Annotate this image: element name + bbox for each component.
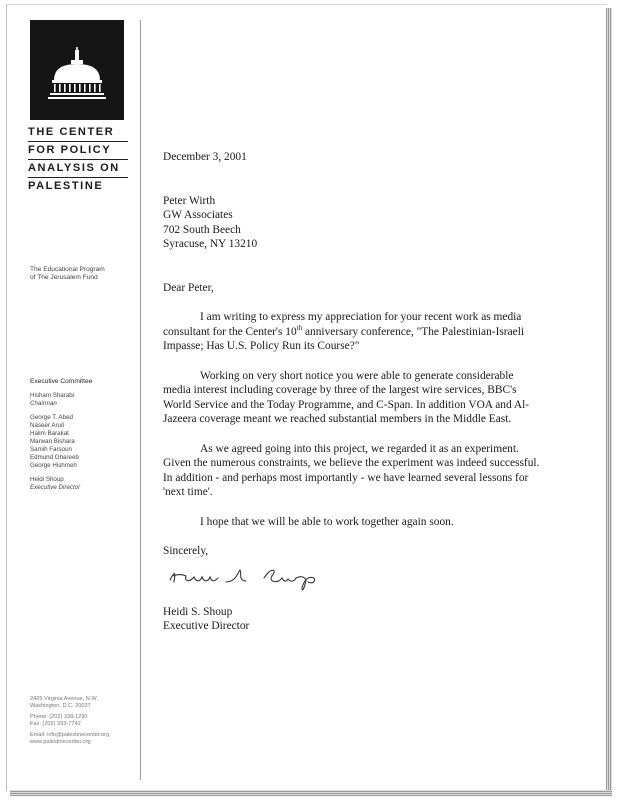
paragraph-1-text-cont: anniversary conference, "The Palestinian-Israeli Impasse; Has U.S. Policy Run its Course?" xyxy=(163,325,525,352)
executive-committee xyxy=(30,378,134,498)
committee-member: George T. Abed xyxy=(30,414,73,421)
paragraph-2: Working on very short notice you were able to generate considerable media interest including coverage by three of the largest wire services, BBC's World Service and the Today Programme, and C-Span. In addition VOA and Al-Jazeera coverage meant we reached substantial members in the Middle East. xyxy=(163,369,530,425)
tagline-line: The Educational Program xyxy=(30,266,105,273)
recipient-block xyxy=(163,194,543,252)
org-line: THE CENTER xyxy=(28,124,128,142)
recipient-line: Peter Wirth xyxy=(163,194,216,207)
page-shadow-right xyxy=(606,8,612,794)
phone-line: Phone: (202) 338-1290 xyxy=(30,714,88,720)
address-line: Washington, D.C. 20037 xyxy=(30,703,91,709)
org-line: ANALYSIS ON xyxy=(28,160,128,178)
committee-member: Halim Barakat xyxy=(30,430,69,437)
closing: Sincerely, xyxy=(163,545,209,557)
committee-member: Naseer Aruri xyxy=(30,422,65,429)
vertical-divider xyxy=(140,20,141,780)
recipient-line: GW Associates xyxy=(163,209,233,221)
salutation: Dear Peter, xyxy=(163,281,214,294)
paragraph-1 xyxy=(163,310,543,354)
capitol-dome-logo xyxy=(30,20,124,120)
chairman-name: Hisham Sharabi xyxy=(30,392,75,399)
recipient-line: Syracuse, NY 13210 xyxy=(163,238,258,250)
director-title: Executive Director xyxy=(30,484,81,491)
committee-member: George Hishmeh xyxy=(30,462,77,469)
committee-member: Marwan Bishara xyxy=(30,438,75,445)
tagline xyxy=(30,266,134,282)
letter-date: December 3, 2001 xyxy=(163,151,247,163)
contact-info xyxy=(30,696,134,750)
website-line: www.palestinecenter.org xyxy=(30,739,91,745)
page-shadow-bottom xyxy=(10,790,612,796)
signer-name: Heidi S. Shoup xyxy=(163,605,233,618)
paragraph-3: As we agreed going into this project, we regarded it as an experiment. Given the numerous constraints, we believe the experiment was indeed successful. In addition - and perhaps most importantly - we have learned several lessons for 'next time'. xyxy=(163,442,540,498)
email-line: Email: info@palestinecenter.org xyxy=(30,732,110,738)
recipient-line: 702 South Beech xyxy=(163,223,241,236)
ordinal-suffix: th xyxy=(296,323,303,332)
tagline-line: of The Jerusalem Fund xyxy=(30,274,98,281)
fax-line: Fax: (202) 333-7742 xyxy=(30,721,81,727)
org-line: FOR POLICY xyxy=(28,142,128,160)
committee-member: Edmund Ghareeb xyxy=(30,454,79,461)
handwritten-signature xyxy=(166,560,346,596)
committee-heading: Executive Committee xyxy=(30,378,93,385)
org-line: PALESTINE xyxy=(28,180,104,192)
paragraph-4: I hope that we will be able to work together again soon. xyxy=(200,515,454,528)
organization-name xyxy=(28,124,128,195)
director-name: Heidi Shoup xyxy=(30,476,64,483)
chairman-title: Chairman xyxy=(30,400,57,407)
address-line: 2425 Virginia Avenue, N.W. xyxy=(30,696,98,702)
paragraph-1-text: I am writing to express my appreciation for your recent work as media consultant for the Center's 10 xyxy=(163,311,522,338)
signer-title: Executive Director xyxy=(163,620,250,632)
committee-member: Samih Farsoun xyxy=(30,446,72,453)
